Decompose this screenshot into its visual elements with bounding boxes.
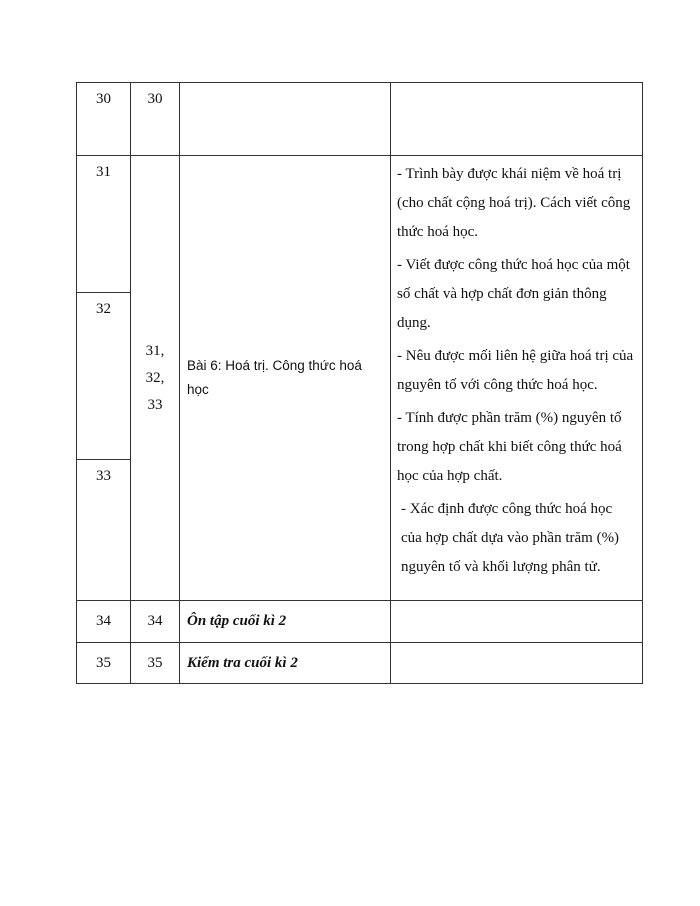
objectives-cell: [391, 156, 643, 601]
lesson-cell: Ôn tập cuối kì 2: [180, 601, 391, 643]
week-cell: 35: [77, 643, 131, 684]
lesson-cell: [180, 83, 391, 156]
objective-item: - Trình bày được khái niệm về hoá trị (cho chất cộng hoá trị). Cách viết công thức hoá học.: [397, 166, 631, 240]
table-row: [77, 601, 643, 643]
week-cell: 33: [77, 460, 131, 601]
week-cell: 32: [77, 293, 131, 460]
table-row: [77, 643, 643, 684]
period-number: 32,: [145, 369, 165, 386]
objective-item: - Viết được công thức hoá học của một số chất và hợp chất đơn giản thông dụng.: [397, 257, 630, 331]
week-cell: 30: [77, 83, 131, 156]
objectives-cell: [391, 83, 643, 156]
table-row: [77, 83, 643, 156]
period-cell: 35: [131, 643, 180, 684]
merged-period-cell: [131, 156, 180, 601]
objective-item: - Tính được phần trăm (%) nguyên tố trong hợp chất khi biết công thức hoá học của hợp chất.: [397, 410, 622, 484]
lesson-cell: Kiểm tra cuối kì 2: [180, 643, 391, 684]
objective-item: - Nêu được mối liên hệ giữa hoá trị của nguyên tố với công thức hoá học.: [397, 348, 634, 393]
week-cell: 31: [77, 156, 131, 293]
period-cell: 30: [131, 83, 180, 156]
objective-item: - Xác định được công thức hoá học của hợp chất dựa vào phần trăm (%) nguyên tố và khối lượng phân tử.: [401, 501, 620, 575]
objectives-cell: [391, 601, 643, 643]
objectives-cell: [391, 643, 643, 684]
period-cell: 34: [131, 601, 180, 643]
curriculum-table: [76, 82, 643, 684]
lesson-title-cell: Bài 6: Hoá trị. Công thức hoá học: [180, 156, 391, 601]
week-cell: 34: [77, 601, 131, 643]
period-number: 33: [147, 396, 163, 413]
table-row: [77, 156, 643, 293]
period-number: 31,: [145, 342, 165, 359]
